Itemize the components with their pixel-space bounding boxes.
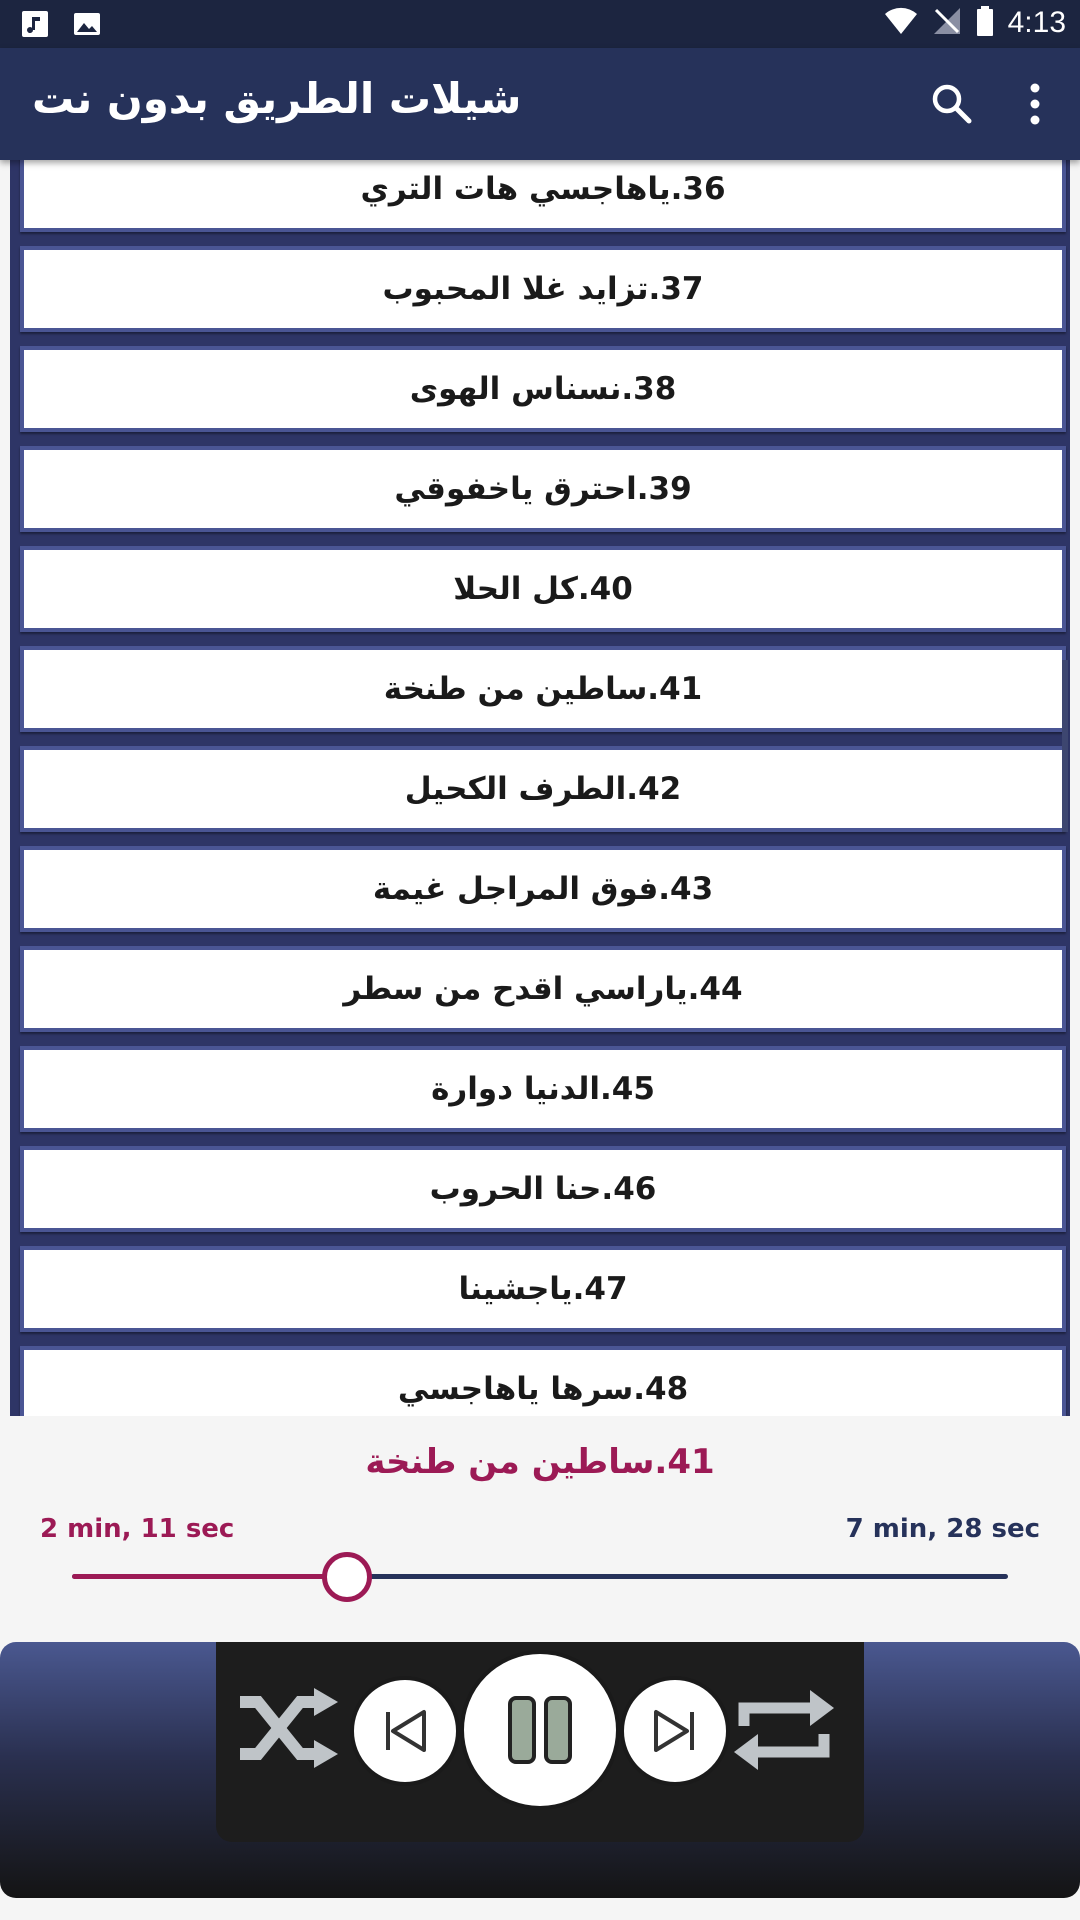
- previous-icon: [354, 1680, 456, 1786]
- repeat-icon[interactable]: [730, 1676, 838, 1784]
- song-label: 37.تزايد غلا المحبوب: [382, 271, 704, 307]
- song-list-item[interactable]: [20, 346, 1066, 432]
- song-list-item[interactable]: [20, 746, 1066, 832]
- music-note-icon: [20, 9, 50, 43]
- song-list-item[interactable]: [20, 1346, 1066, 1416]
- song-list-item[interactable]: [20, 846, 1066, 932]
- battery-icon: [976, 6, 994, 40]
- page-title: شيلات الطريق بدون نت: [32, 74, 522, 123]
- seek-progress: [72, 1574, 346, 1579]
- wifi-icon: [884, 6, 918, 40]
- song-list-item[interactable]: [20, 946, 1066, 1032]
- song-list-item[interactable]: [20, 546, 1066, 632]
- song-label: 44.ياراسي اقدح من سطر: [343, 971, 743, 1007]
- song-list-item[interactable]: [20, 1146, 1066, 1232]
- song-label: 38.نسناس الهوى: [409, 371, 677, 407]
- song-list[interactable]: [10, 160, 1070, 1416]
- song-label: 43.فوق المراجل غيمة: [372, 871, 714, 907]
- song-label: 39.احترق ياخفوقي: [394, 471, 692, 507]
- song-label: 40.كل الحلا: [453, 571, 633, 607]
- scrollbar[interactable]: [1062, 660, 1068, 832]
- song-list-item[interactable]: [20, 1246, 1066, 1332]
- no-signal-icon: [932, 6, 962, 40]
- song-list-item[interactable]: [20, 160, 1066, 232]
- song-label: 47.ياجشينا: [458, 1271, 628, 1307]
- song-list-item[interactable]: [20, 246, 1066, 332]
- status-bar: [0, 0, 1080, 48]
- song-label: 48.سرها ياهاجسي: [397, 1371, 689, 1407]
- song-label: 42.الطرف الكحيل: [404, 771, 682, 807]
- next-button[interactable]: [620, 1676, 730, 1786]
- song-label: 41.ساطين من طنخة: [383, 671, 703, 707]
- shuffle-icon[interactable]: [236, 1688, 340, 1772]
- app-bar: [0, 48, 1080, 160]
- song-label: 36.ياهاجسي هات التري: [360, 171, 726, 207]
- search-icon[interactable]: [928, 80, 976, 128]
- song-label: 46.حنا الحروب: [429, 1171, 657, 1207]
- next-icon: [624, 1680, 726, 1786]
- previous-button[interactable]: [350, 1676, 460, 1786]
- total-time: 7 min, 28 sec: [845, 1514, 1040, 1544]
- song-list-item[interactable]: [20, 446, 1066, 532]
- now-playing-label: 41.ساطين من طنخة: [365, 1442, 715, 1482]
- song-list-item[interactable]: [20, 646, 1066, 732]
- song-label: 45.الدنيا دوارة: [431, 1071, 655, 1107]
- pause-button[interactable]: [460, 1650, 620, 1810]
- seek-thumb[interactable]: [322, 1552, 372, 1602]
- more-vert-icon[interactable]: [1010, 80, 1060, 128]
- clock: 4:13: [1007, 6, 1066, 39]
- elapsed-time: 2 min, 11 sec: [40, 1514, 235, 1544]
- image-icon: [72, 9, 102, 43]
- pause-icon: [464, 1654, 616, 1810]
- song-list-item[interactable]: [20, 1046, 1066, 1132]
- now-playing-title: [0, 1442, 1080, 1482]
- seek-bar[interactable]: [72, 1574, 1008, 1579]
